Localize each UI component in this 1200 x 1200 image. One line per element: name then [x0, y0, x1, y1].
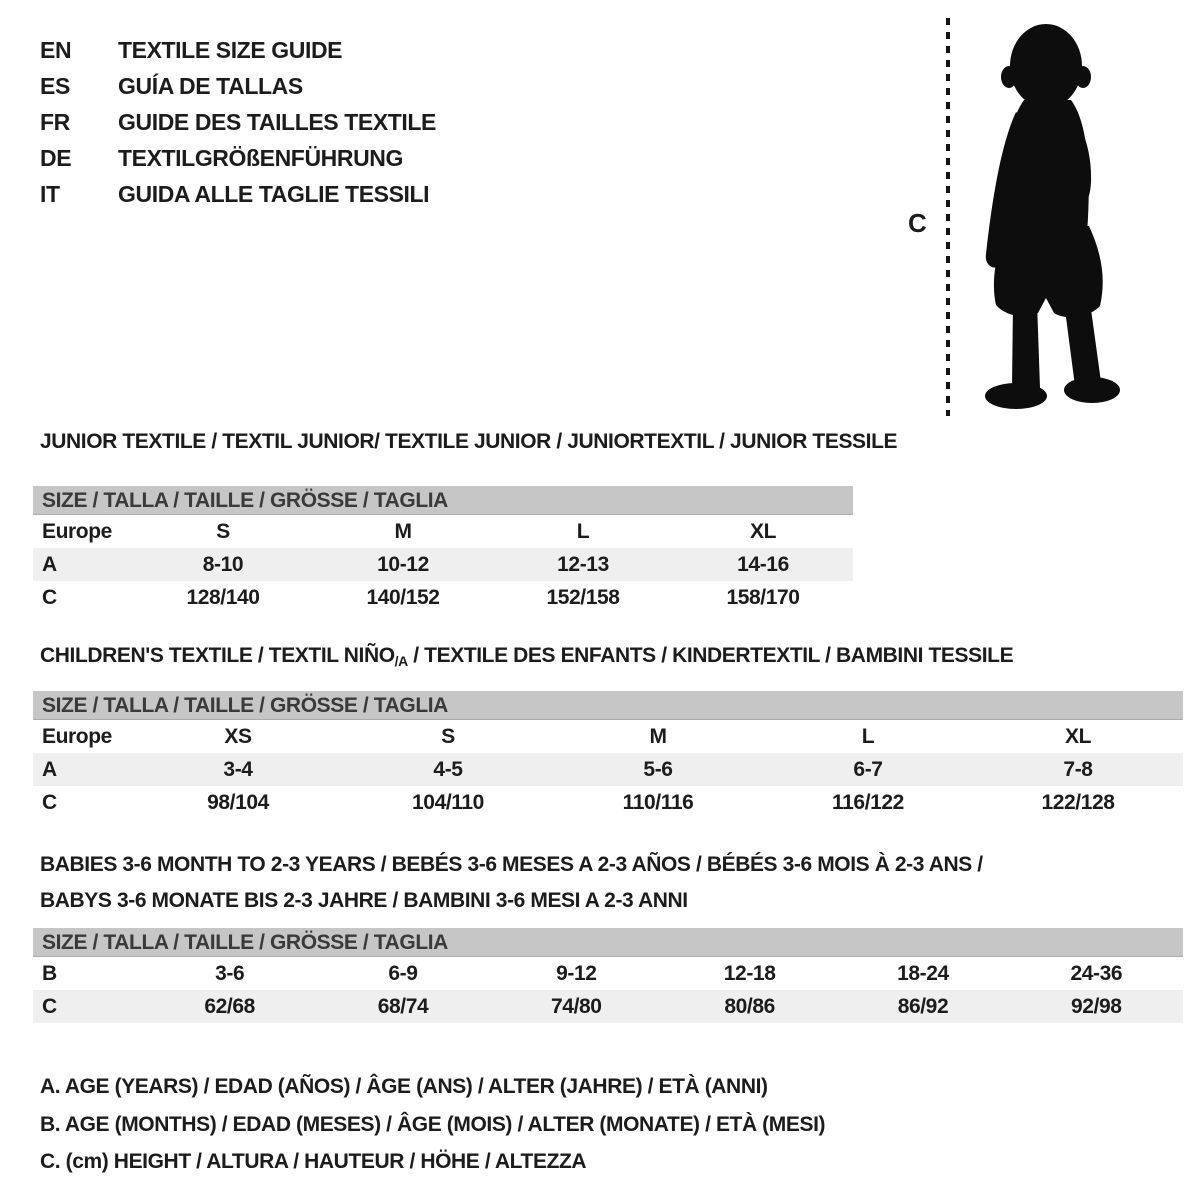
table-cell: 80/86	[724, 994, 775, 1018]
language-row-fr	[40, 104, 436, 140]
table-cell: 116/122	[832, 790, 904, 814]
table-cell: 104/110	[412, 790, 484, 814]
table-cell: 98/104	[207, 790, 269, 814]
table-cell: 110/116	[622, 790, 694, 814]
table-cell: M	[649, 724, 667, 748]
language-code: IT	[40, 180, 60, 207]
table-cell: 122/128	[1041, 790, 1115, 814]
row-label: C	[42, 994, 57, 1018]
table-cell: 74/80	[551, 994, 602, 1018]
table-cell: S	[216, 519, 230, 543]
table-cell: 158/170	[726, 585, 800, 609]
size-header-bar: SIZE / TALLA / TAILLE / GRÖSSE / TAGLIA	[33, 486, 853, 515]
table-cell: 10-12	[377, 552, 429, 576]
language-row-en	[40, 32, 436, 68]
language-code: ES	[40, 72, 70, 99]
language-code: DE	[40, 144, 72, 171]
table-cell: 3-6	[215, 961, 245, 985]
table-cell: 68/74	[377, 994, 429, 1018]
height-measure-dashed-line	[946, 18, 950, 416]
legend-line-a: A. AGE (YEARS) / EDAD (AÑOS) / ÂGE (ANS) / ALTER (JAHRE) / ETÀ (ANNI)	[40, 1075, 768, 1098]
row-label: A	[42, 552, 57, 576]
height-measure-label: C	[908, 208, 927, 238]
language-code: EN	[40, 36, 72, 63]
table-cell: 6-9	[388, 961, 418, 985]
row-label: A	[42, 757, 57, 781]
table-cell: L	[576, 519, 590, 543]
table-row	[33, 720, 1183, 753]
table-cell: 24-36	[1070, 961, 1123, 985]
table-cell: 9-12	[556, 961, 597, 985]
table-cell: L	[861, 724, 875, 748]
table-cell: XL	[749, 519, 777, 543]
table-cell: XL	[1064, 724, 1092, 748]
legend-line-c: C. (cm) HEIGHT / ALTURA / HAUTEUR / HÖHE / ALTEZZA	[40, 1150, 587, 1173]
children-size-table	[33, 691, 1183, 819]
table-cell: 140/152	[366, 585, 440, 609]
table-cell: 7-8	[1063, 757, 1093, 781]
guide-title: GUIDA ALLE TAGLIE TESSILI	[118, 180, 430, 207]
guide-title: GUÍA DE TALLAS	[118, 72, 303, 99]
table-cell: 62/68	[204, 994, 255, 1018]
table-row	[33, 990, 1183, 1023]
table-cell: 5-6	[643, 757, 673, 781]
babies-size-table	[33, 928, 1183, 1023]
language-row-it	[40, 176, 436, 212]
row-label: Europe	[42, 724, 112, 748]
section-title-children	[40, 644, 1013, 669]
section-title-line1: BABIES 3-6 MONTH TO 2-3 YEARS / BEBÉS 3-6 MESES A 2-3 AÑOS / BÉBÉS 3-6 MOIS À 2-3 ANS /	[40, 853, 983, 876]
table-row	[33, 581, 853, 614]
section-title-text: / TEXTILE DES ENFANTS / KINDERTEXTIL / BAMBINI TESSILE	[407, 644, 1014, 667]
language-title-list	[40, 32, 436, 212]
table-cell: 152/158	[546, 585, 620, 609]
size-header-bar: SIZE / TALLA / TAILLE / GRÖSSE / TAGLIA	[33, 691, 1183, 720]
row-label: C	[42, 585, 57, 609]
section-title-subscript: /A	[394, 653, 408, 669]
table-cell: 128/140	[186, 585, 260, 609]
table-cell: 6-7	[853, 757, 883, 781]
junior-size-table	[33, 486, 853, 614]
language-code: FR	[40, 108, 70, 135]
language-row-de	[40, 140, 436, 176]
section-title-line2: BABYS 3-6 MONATE BIS 2-3 JAHRE / BAMBINI 3-6 MESI A 2-3 ANNI	[40, 889, 688, 912]
table-row	[33, 786, 1183, 819]
row-label: C	[42, 790, 57, 814]
table-cell: 86/92	[897, 994, 949, 1018]
section-title-junior: JUNIOR TEXTILE / TEXTIL JUNIOR/ TEXTILE JUNIOR / JUNIORTEXTIL / JUNIOR TESSILE	[40, 430, 898, 453]
guide-title: TEXTILE SIZE GUIDE	[118, 36, 343, 63]
table-cell: M	[394, 519, 412, 543]
table-cell: 12-18	[723, 961, 776, 985]
table-cell: XS	[224, 724, 252, 748]
table-cell: 18-24	[897, 961, 949, 985]
table-cell: 12-13	[557, 552, 609, 576]
table-cell: 4-5	[433, 757, 463, 781]
guide-title: TEXTILGRÖßENFÜHRUNG	[118, 144, 403, 171]
table-row	[33, 957, 1183, 990]
section-title-babies	[40, 847, 983, 919]
size-header-bar: SIZE / TALLA / TAILLE / GRÖSSE / TAGLIA	[33, 928, 1183, 957]
table-cell: 3-4	[223, 757, 253, 781]
table-cell: 8-10	[202, 552, 244, 576]
table-row	[33, 548, 853, 581]
legend-block	[40, 1068, 825, 1181]
table-cell: S	[441, 724, 455, 748]
language-row-es	[40, 68, 436, 104]
row-label: B	[42, 961, 57, 985]
guide-title: GUIDE DES TAILLES TEXTILE	[118, 108, 436, 135]
section-title-text: CHILDREN'S TEXTILE / TEXTIL NIÑO	[40, 644, 395, 667]
table-row	[33, 515, 853, 548]
row-label: Europe	[42, 519, 112, 543]
toddler-silhouette-image	[963, 14, 1145, 422]
legend-line-b: B. AGE (MONTHS) / EDAD (MESES) / ÂGE (MOIS) / ALTER (MONATE) / ETÀ (MESI)	[40, 1112, 826, 1136]
table-cell: 14-16	[737, 552, 789, 576]
table-cell: 92/98	[1071, 994, 1122, 1018]
table-row	[33, 753, 1183, 786]
